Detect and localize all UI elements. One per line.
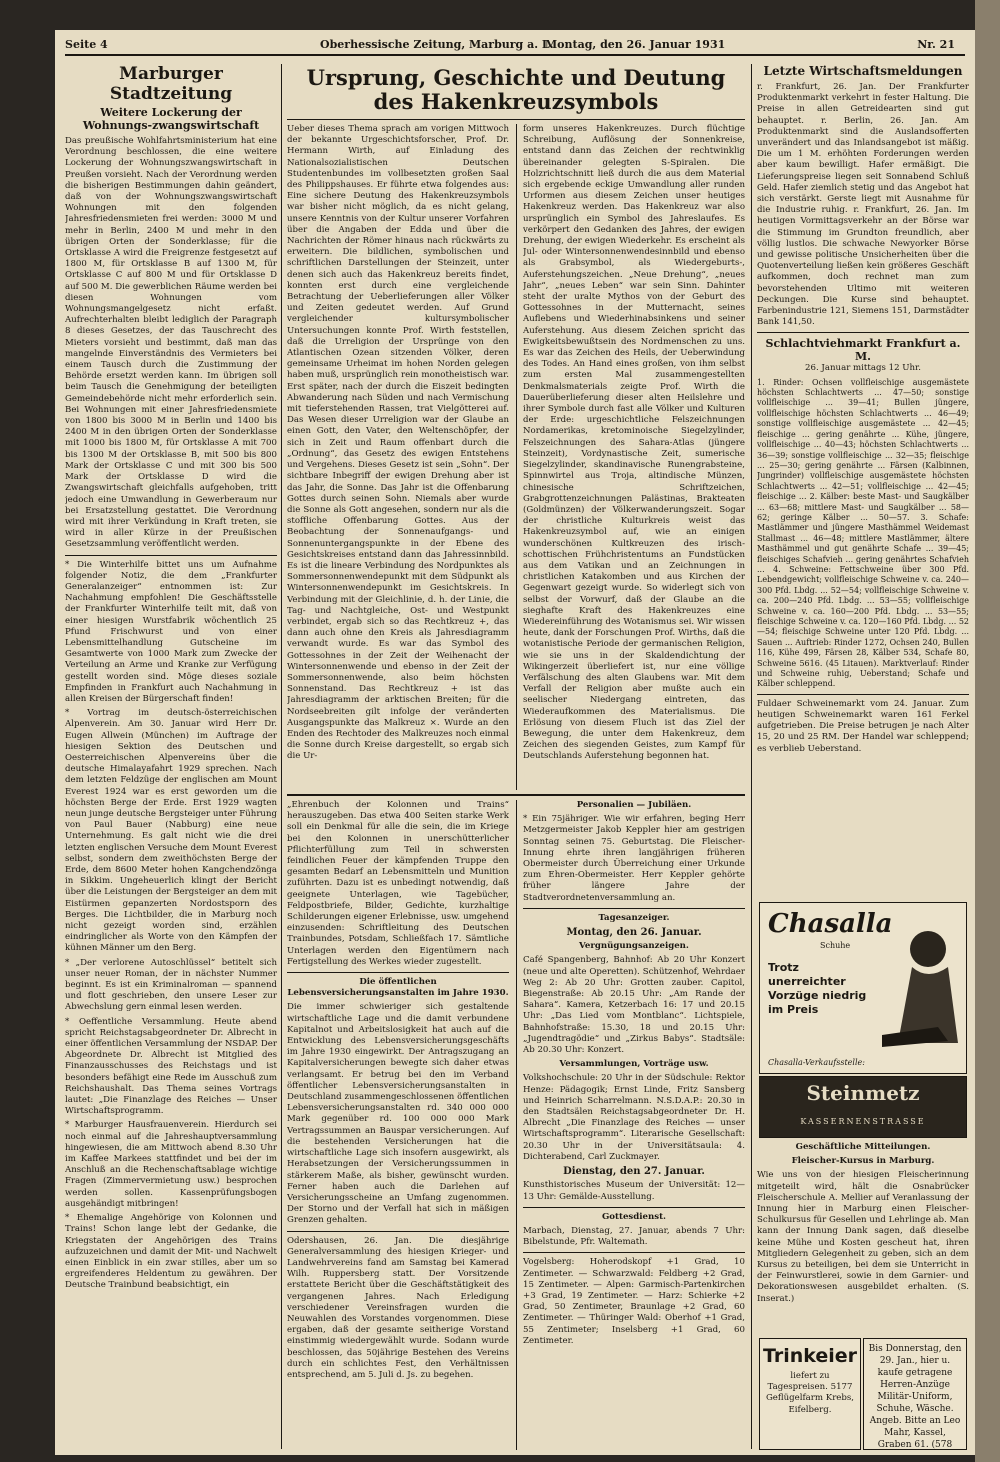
article-paragraph: * Marburger Hausfrauenverein. Hierdurch sei noch einmal auf die Jahreshauptversammlung hingewiesen, die am Mittwoch abend 8.30 Uhr im Kaffee Markees stattfindet und bei der im Anschluß an die Rechenschaftsablage wichtige Fragen (Zimmervermietung usw.) besprochen werden sollen. Kassenprüfungsbogen ausgehändigt mitbringen! xyxy=(65,1120,277,1209)
divider xyxy=(287,972,509,973)
ad-brand-sub: Schuhe xyxy=(820,941,851,950)
trinkeier-ad xyxy=(759,1338,861,1450)
scan-edge xyxy=(975,0,1000,1462)
insurance-article: Die immer schwieriger sich gestaltende wirtschaftliche Lage und die damit verbundene Kapitalnot und Arbeitslosigkeit hat auch auf die Entwicklung des Lebensversicherungsgeschäfts im Jahre 1930 eingewirkt. Der Antragszugang an Kapitalversicherungen bewegte sich daher etwas verlangsamt. Er betrug bei den im Verband öffentlicher Lebensversicherungsanstalten in Deutschland zusammengeschlossenen öffentlichen Lebensversicherungsanstalten rd. 340 000 000 Mark gegenüber rd. 100 000 000 Mark Vertragssummen an Bauspar versicherungen. Auf die bestehenden Versicherungen hat die wirtschaftliche Lage sich insofern ausgewirkt, als Herabsetzungen der Versicherungssummen in stärkerem Maße, als bisher, gewünscht wurden. Ferner haben auch die Darlehen auf Versicherungsscheine an Umfang zugenommen. Der Storno und der Verfall hat sich in mäßigen Grenzen gehalten. xyxy=(287,1002,509,1226)
market-prices: 1. Rinder: Ochsen vollfleischige ausgemästete höchsten Schlachtwerts ... 47—50; sonstige vollfleischige ... 39—41; Bullen jüngere, vollfleischige höchsten Schlachtwerts ... 46—49; sonstige vollfleischige ausgemästete ... 42—45; fleischige ... gering genährte ... Kühe, jüngere, vollfleischige ... 40—43; höchsten Schlachtwerts ... 36—39; sonstige vollfleischige ... 32—35; fleischige ... 25—30; gering genährte ... Färsen (Kalbinnen, Jungrinder) vollfleischige ausgemästete höchsten Schlachtwerts ... 42—51; vollfleischige ... 42—45; fleischige ... 2. Kälber: beste Mast- und Saugkälber ... 63—68; mittlere Mast- und Saugkälber ... 58—62; geringe Kälber ... 50—57. 3. Schafe: Mastlämmer und jüngere Masthämmel Weidemast Stallmast ... 46—48; mittlere Mastlämmer, ältere Masthämmel und gut genährte Schafe ... 39—45; fleischiges Schafvieh ... gering genährtes Schafvieh ... 4. Schweine: Fettschweine über 300 Pfd. Lebendgewicht; vollfleischige Schweine v. ca. 240—300 Pfd. Lbdg. ... 52—54; vollfleischige Schweine v. ca. 200—240 Pfd. Lbdg. ... 53—55; vollfleischige Schweine v. ca. 160—200 Pfd. Lbdg. ... 53—55; fleischige Schweine v. ca. 120—160 Pfd. Lbdg. ... 52—54; fleischige Schweine unter 120 Pfd. Lbdg. ... Sauen ... Auftrieb: Rinder 1272, Ochsen 240, Bullen 116, Kühe 499, Färsen 28, Kälber 534, Schafe 80, Schweine 5616. (45 Litauen). Marktverlauf: Rinder und Schweine ruhig, Ueberstand; Schafe und Kälber schleppend. xyxy=(757,377,969,689)
masthead: Oberhessische Zeitung, Marburg a. L. xyxy=(320,38,554,51)
feature-text: form unseres Hakenkreuzes. Durch flüchtige Schreibung, Auflösung der Sonnenkreise, entstand dann das Zeichen der rechtwinklig übereinander gelegten S-Spiralen. Die Holzrichtschnitt ließ durch die aus dem Material sich ergebende eckige Umwandlung aller runden Urformen aus diesem Zeichen unser heutiges Hakenkreuz werden. Das Hakenkreuz war also ursprünglich ein Symbol des Jahreslaufes. Es verkörpert den Gedanken des Jahres, der ewigen Drehung, der ewigen Wiederkehr. Es erscheint als Jul- oder Wintersonnenwendesinnbild und ebenso als Grabsymbol, als Wiedergeburts-, Auferstehungszeichen. „Neue Drehung“, „neues Jahr“, „neues Leben“ war sein Sinn. Dahinter steht der uralte Mythos von der Geburt des Gottessohnes in der Mutternacht, seines Auflebens und Wiederhinabsinkens und seiner Auferstehung. Aus diesem Zeichen spricht das Ewigkeitsbewußtsein des Nordmenschen zu uns. Es war das Zeichen des Heils, der Ueberwindung des Todes. An Hand eines großen, von ihm selbst zum ersten Mal zusammengestellten Denkmalsmaterials zeigte Prof. Wirth die Dauerüberlieferung dieser alten Heilslehre und ihrer Symbole durch fast alle Völker und Kulturen der Erde: urgeschichtliche Felszeichnungen Nordamerikas, kretominoische Siegelzylinder, Felszeichnungen des Sahara-Atlas (jüngere Steinzeit), Vordynastische Zeit, sumerische Siegelzylinder, skandinavische Runengrabsteine, Spinnwirtel aus Troja, altindische Münzen, chinesische Schriftzeichen, Grabgrottenzeichnungen Palästinas, Brakteaten (Goldmünzen) der Völkerwanderungszeit. Sogar der christliche Kulturkreis weist das Hakenkreuzsymbol auf, wie an einigen wunderschönen Kultkreuzen des irisch-schottischen Frühchristentums an Fundstücken aus dem Vatikan und an Zeichnungen in christlichen Katakomben und aus Kirchen der Gegenwart gezeigt wurde. So widerlegt sich von selbst der Vorwurf, daß der Glaube an die sieghafte Kraft des Hakenkreuzes eine Wiedereinführung des Wotanismus sei. Wir wissen heute, dank der Forschungen Prof. Wirths, daß die wotanistische Periode der germanischen Religion, wie sie uns in der Skaldendichtung der Wikingerzeit überliefert ist, nur eine völlige Verfälschung des alten Glaubens war. Mit dem Verfall der Religion aber mußte auch ein seelischer Niedergang eintreten, das Wiederaufkommen des Materialismus. Die Erlösung von diesem Fluch ist das Ziel der Bewegung, die unter dem Hakenkreuz, dem Zeichen des siegenden Geistes, zum Kampf für Deutschlands Auferstehung begonnen hat. xyxy=(523,124,745,762)
lower-column-2 xyxy=(523,800,745,1450)
economy-text: r. Frankfurt, 26. Jan. Der Frankfurter Produktenmarkt verkehrt in fester Haltung. Die Preise in allen Getreidearten sind gut behauptet. r. Berlin, 26. Jan. Am Produktenmarkt sind die Auslandsofferten unverändert und das Inlandsangebot ist mäßig. Die um 1 M. erhöhten Forderungen werden aber kaum bewilligt. Hafer ermäßigt. Die Lieferungspreise liegen seit Sonnabend Schluß Geld. Hafer ziemlich stetig und das Angebot hat sich verstärkt. Gerste liegt mit Ausnahme für die Industrie ruhig. r. Frankfurt, 26. Jan. Im heutigen Vormittagsverkehr an der Börse war die Stimmung im Grundton freundlich, aber völlig lustlos. Die schwache Newyorker Börse und gewisse politische Unsicherheiten über die Quotenverteilung ließen kein größeres Geschäft aufkommen, doch rechnet man zum bevorstehenden Ultimo mit weiteren Deckungen. Die Kurse sind behauptet. Farbenindustrie 121, Siemens 151, Darmstädter Bank 141,50. xyxy=(757,82,969,328)
divider xyxy=(523,908,745,909)
calendar-text: Marbach, Dienstag, 27. Januar, abends 7 Uhr: Bibelstunde, Pfr. Waltemath. xyxy=(523,1225,745,1248)
market-title: Schlachtviehmarkt Frankfurt a. M. xyxy=(765,337,961,364)
ad-brand: Steinmetz xyxy=(806,1081,920,1105)
calendar-date: Montag, den 26. Januar. xyxy=(566,927,702,939)
lady-illustration-icon xyxy=(878,923,964,1053)
personal-title: Personalien — Jubiläen. xyxy=(576,800,692,810)
lower-column-1 xyxy=(287,800,509,1450)
newspaper-page xyxy=(55,30,975,1455)
column-divider xyxy=(751,64,752,1449)
issue-date: Montag, den 26. Januar 1931 xyxy=(545,38,726,51)
fulda-market: Fuldaer Schweinemarkt vom 24. Januar. Zum heutigen Schweinemarkt waren 161 Ferkel aufgetrieben. Die Preise betrugen je nach Alter 15, 20 und 25 RM. Der Handel war schleppend; es verblieb Ueberstand. xyxy=(757,698,969,754)
divider xyxy=(287,794,745,796)
divider xyxy=(65,555,277,556)
feature-column-2 xyxy=(523,124,745,790)
ad-slogan: Trotz unerreichter Vorzüge niedrig im Preis xyxy=(768,961,867,1016)
feature-column-1 xyxy=(287,124,509,790)
article-headline: Weitere Lockerung der Wohnungs-zwangswirtschaft xyxy=(82,106,260,132)
ad-brand: Trinkeier xyxy=(762,1345,858,1367)
article-paragraph: * Die Winterhilfe bittet uns um Aufnahme folgender Notiz, die dem „Frankfurter Generalanzeiger“ entnommen ist: Zur Nachahmung empfohlen! Die Geschäftsstelle der Frankfurter Winterhilfe teilt mit, daß von einer hiesigen Wurstfabrik wöchentlich 25 Pfund Frischwurst und von einer Lebensmittelhandlung Gutscheine im Gesamtwerte von 1000 Mark zum Zwecke der Verteilung an Arme und Kranke zur Verfügung gestellt worden sind. Möge dieses soziale Empfinden in Frankfurt auch Nachahmung in allen Kreisen der Bürgerschaft finden! xyxy=(65,559,277,704)
divider xyxy=(523,1252,745,1253)
section-title: Marburger Stadtzeitung xyxy=(109,64,233,104)
steinmetz-ad xyxy=(759,1076,967,1138)
divider xyxy=(287,119,745,120)
calendar-text: Café Spangenberg, Bahnhof: Ab 20 Uhr Konzert (neue und alte Operetten). Schützenhof, Wehrdaer Weg 2: Ab 20 Uhr: Grotten zauber. Capitol, Biegenstraße: Ab 20.15 Uhr: „Am Rande der Sahara“. Kamera, Ketzerbach 16: 17 und 20.15 Uhr: „Das Lied vom Montblanc“. Lichtspiele, Bahnhofstraße: 15.30, 18 und 20.15 Uhr: „Jugendtragödie“ und „Zirkus Babys“. Stadtsäle: Ab 20.30 Uhr: Konzert. xyxy=(523,955,745,1056)
economy-column xyxy=(757,64,969,804)
column-divider xyxy=(516,124,517,790)
insurance-title: Die öffentlichen Lebensversicherungsanstalten im Jahre 1930. xyxy=(287,977,509,999)
feature-headline: Ursprung, Geschichte und Deutung des Hakenkreuzsymbols xyxy=(306,66,726,114)
feature-headline-box xyxy=(287,66,745,116)
calendar-title: Tagesanzeiger. xyxy=(598,912,670,923)
calendar-heading: Gottesdienst. xyxy=(601,1211,667,1222)
ad-text: Bis Donnerstag, den 29. Jan., hier u. kaufe getragene Herren-Anzüge Militär-Uniform, Schuhe, Wäsche. Angeb. Bitte an Leo Mahr, Kassel, Graben 61. (578 xyxy=(868,1344,962,1450)
market-subtitle: 26. Januar mittags 12 Uhr. xyxy=(805,363,921,374)
section-title: Letzte Wirtschaftsmeldungen xyxy=(763,64,963,78)
divider xyxy=(757,332,969,333)
page-number: Seite 4 xyxy=(65,38,108,51)
notice-title: Geschäftliche Mitteilungen. xyxy=(795,1142,931,1152)
ad-street: KASSERNENSTRASSE xyxy=(800,1117,926,1126)
snow-report: Vogelsberg: Hoherodskopf +1 Grad, 10 Zentimeter. — Schwarzwald: Feldberg +2 Grad, 15 Zentimeter. — Alpen: Garmisch-Partenkirchen +3 Grad, 19 Zentimeter. — Harz: Schierke +2 Grad, 50 Zentimeter, Braunlage +2 Grad, 60 Zentimeter. — Thüringer Wald: Oberhof +1 Grad, 55 Zentimeter; Inselsberg +1 Grad, 60 Zentimeter. xyxy=(523,1257,745,1346)
herren-anzuege-ad xyxy=(863,1338,967,1450)
calendar-heading: Versammlungen, Vorträge usw. xyxy=(559,1059,709,1070)
page-header xyxy=(65,34,965,56)
column-divider xyxy=(281,64,282,1449)
article-paragraph: * Ehemalige Angehörige von Kolonnen und Trains! Schon lange lebt der Gedanke, die Kriegstaten der Angehörigen des Trains aufzuzeichnen und damit der Mit- und Nachwelt einen Einblick in ein zwar stilles, aber um so ergreifenderes Heldentum zu gewähren. Der Deutsche Trainbund beabsichtigt, ein xyxy=(65,1213,277,1291)
article-paragraph: * Oeffentliche Versammlung. Heute abend spricht Reichstagsabgeordneter Dr. Albrecht in einer öffentlichen Versammlung der NSDAP. Der Abgeordnete Dr. Albrecht ist Mitglied des Finanzausschusses des Reichstags und ist besonders befähigt eine Rede im Ausschuß zum Reichshaushalt. Das Thema seines Vortrags lautet: „Die Finanzlage des Reiches — Unser Wirtschaftsprogramm. xyxy=(65,1016,277,1117)
notice-text: Wie uns von der hiesigen Fleischerinnung mitgeteilt wird, hält die Osnabrücker Fleischerschule A. Mellier auf Veranlassung der Innung hier in Marburg einen Fleischer-Schulkursus für Gesellen und Lehrlinge ab. Man kann der Innung Dank sagen, daß dieselbe keine Mühe und Kosten gescheut hat, ihren Mitgliedern Gelegenheit zu geben, sich an dem Kursus zu beteiligen, bei dem sie Unterricht in der Feinwurstlerei, sowie in dem Garnier- und Dekorationswesen ausgebildet erhalten. (S. Inserat.) xyxy=(757,1170,969,1304)
chasalla-ad xyxy=(759,902,967,1074)
notice-subtitle: Fleischer-Kursus in Marburg. xyxy=(791,1156,935,1167)
odershausen-article: Odershausen, 26. Jan. Die diesjährige Generalversammlung des hiesigen Krieger- und Landwehrvereins fand am Samstag bei Kamerad Wilh. Ruppersberg statt. Der Vorsitzende erstattete Bericht über die Geschäftstätigkeit des vergangenen Jahres. Nach Erledigung verschiedener Vereinsfragen wurden die Neuwahlen des Vorstandes vorgenommen. Diese ergaben, daß der gesamte seitherige Vorstand einstimmig wiedergewählt wurde. Sodann wurde beschlossen, das 50jährige Bestehen des Vereins durch ein schlichtes Fest, den Verhältnissen entsprechend, am 5. Juli d. Js. zu begehen. xyxy=(287,1235,509,1380)
calendar-date: Dienstag, den 27. Januar. xyxy=(563,1166,705,1178)
article-paragraph: * „Der verlorene Autoschlüssel“ betitelt sich unser neuer Roman, der in nächster Nummer beginnt. Es ist ein Kriminalroman — spannend und flott geschrieben, den unsere Leser zur Abwechslung gern einmal lesen werden. xyxy=(65,957,277,1013)
ad-brand: Chasalla xyxy=(768,909,893,939)
ad-footer: Chasalla-Verkaufsstelle: xyxy=(768,1058,865,1067)
calendar-heading: Vergnügungsanzeigen. xyxy=(579,941,689,952)
divider xyxy=(523,1207,745,1208)
personal-article: * Ein 75jähriger. Wie wir erfahren, beging Herr Metzgermeister Jakob Keppler hier am gestrigen Sonntag seinen 75. Geburtstag. Die Fleischer-Innung ehrte ihren langjährigen früheren Obermeister durch Überreichung einer Urkunde zum Ehren-Obermeister. Herr Keppler gehörte früher längere Jahre der Stadtverordnetenversammlung an. xyxy=(523,814,745,903)
column-divider xyxy=(516,800,517,1450)
business-notice xyxy=(757,1142,969,1332)
feature-text: Ueber dieses Thema sprach am vorigen Mittwoch der bekannte Urgeschichtsforscher, Prof. Dr. Hermann Wirth, auf Einladung des Nationalsozialistischen Deutschen Studentenbundes im vollbesetzten großen Saal des Philippshauses. Er führte etwa folgendes aus: Eine sichere Deutung des Hakenkreuzsymbols war bisher nicht möglich, da es nicht gelang, unsere Kenntnis von der Kultur unserer Vorfahren über die Angaben der Edda und über die Nachrichten der Römer hinaus nach rückwärts zu erweitern. Die bildlichen, symbolischen und schriftlichen Darstellungen der Steinzeit, unter denen sich auch das Hakenkreuz bereits findet, konnten erst durch eine vergleichende Betrachtung der Ueberlieferungen aller Völker und Zeiten gedeutet werden. Auf Grund vergleichender kultursymbolischer Untersuchungen konnte Prof. Wirth feststellen, daß die Urreligion der Ursprünge von den Atlantischen Ozean sitzenden Völker, deren gemeinsame Urheimat im hohen Norden gelegen haben muß, ursprünglich rein monotheistisch war. Erst später, nach der durch die Eiszeit bedingten Abwanderung nach Süden und nach Vermischung mit tieferstehenden Rassen, trat Vielgötterei auf. Das Wesen dieser Urreligion war der Glaube an einen Gott, den Vater, den Weltenschöpfer, der sich in Zeit und Raum offenbart durch die „Ordnung“, das Gesetz des ewigen Entstehens und Vergehens. Dieses Gesetz ist sein „Sohn“. Der sichtbare Inbegriff der ewigen Drehung aber ist das Jahr, die Sonne. Das Jahr ist die Offenbarung Gottes durch seinen Sohn. Niemals aber wurde die Sonne als Gott angesehen, sondern nur als die stoffliche Offenbarung Gottes. Aus der Beobachtung der Sonnenaufgangs- und Sonnenuntergangspunkte in der Ebene des Gesichtskreises entstand dann das Jahressinnbild. Es ist die lineare Verbindung des Nordpunktes als Sommersonnenwendepunkt mit dem Südpunkt als Wintersonnenwendepunkt im Gesichtskreis. In Verbindung mit der Gleichlinie, d. h. der Linie, die Tag- und Nachtgleiche, Ost- und Westpunkt verbindet, ergab sich so das Rechtkreuz +, das dann auch ohne den Kreis als Jahresdiagramm verwandt wurde. Es war das Symbol des Gottessohnes in der Zeit der Weihenacht der Wintersonnenwende und ebenso in der Zeit der Sommersonnenwende, also beim höchsten Sonnenstand. Das Rechtkreuz + ist das Jahresdiagramm der arktischen Breiten; für die Nordseebreiten gilt infolge der veränderten Ausgangspunkte das Malkreuz ×. Wurde an den Enden des Rechtoder des Malkreuzes noch einmal die Sonne durch Kreise dargestellt, so ergab sich die Ur- xyxy=(287,124,509,762)
article-paragraph: Das preußische Wohlfahrtsministerium hat eine Verordnung beschlossen, die eine weitere Lockerung der Wohnungszwangswirtschaft in Preußen vorsieht. Nach der Verordnung werden die bisherigen Bestimmungen dahin geändert, daß von der Wohnungszwangswirtschaft Wohnungen mit den folgenden Jahresfriedensmieten frei werden: 3000 M und mehr in Berlin, 2400 M und mehr in den übrigen Orten der Sonderklasse; für die Ortsklasse A wird die Freigrenze festgesetzt auf 1800 M, für Ortsklasse B auf 1300 M, für Ortsklasse C auf 800 M und für Ortsklasse D auf 500 M. Die gewerblichen Räume werden bei diesen Wohnungen vom Wohnungsmangelgesetz nicht erfaßt. Aufrechterhalten bleibt lediglich der Paragraph 8 dieses Gesetzes, der das Tauschrecht des Mieters vorsieht und bestimmt, daß man das mangelnde Einverständnis des Vermieters bei einem Tausch durch die Zustimmung der Behörde ersetzt werden kann. Im übrigen soll beim Tausch die Genehmigung der beteiligten Gemeindebehörde nicht mehr erforderlich sein. Bei Wohnungen mit einer Jahresfriedensmiete von 1800 bis 3000 M in Berlin und 1400 bis 2400 M in den übrigen Orten der Sonderklasse mit 1000 bis 1800 M, für Ortsklasse A mit 700 bis 1300 M der Ortsklasse B, mit 500 bis 800 Mark der Ortsklasse C und mit 300 bis 500 Mark der Ortsklasse D wird die Zwangswirtschaft gleichfalls aufgehoben, tritt jedoch eine Umwandlung in Gewerberaum nur bei Ersatzstellung gestattet. Die Verordnung wird mit ihrer Verkündung in Kraft treten, sie wird in aller Kürze in der Preußischen Gesetzsammlung veröffentlicht werden. xyxy=(65,136,277,550)
local-news-column xyxy=(65,64,277,1449)
article-paragraph: * Vortrag im deutsch-österreichischen Alpenverein. Am 30. Januar wird Herr Dr. Eugen Allwein (München) im Auftrage der hiesigen Sektion des Deutschen und Oesterreichischen Alpenvereins über die deutsche Himalayafahrt 1929 sprechen. Nach dem letzten Feldzüge der englischen am Mount Everest 1924 war es erst geworden um die höchsten Berge der Erde. Erst 1929 wagten neun junge deutsche Bergsteiger unter Führung von Paul Bauer (Nabburg) eine neue Unternehmung. Es galt nicht wie die drei letzten englischen Versuche dem Mount Everest selbst, sondern dem zweithöchsten Berge der Erde, dem 8600 Meter hohen Kangchendzönga in Sikkim. Ungeheuerlich klingt der Bericht über die Leistungen der Bergsteiger an dem mit Eistürmen gepanzerten Nordostsporn des Berges. Die Lichtbilder, die in Marburg noch nicht gezeigt worden sind, erzählen eindringlicher als Worte von den Kämpfen der kühnen Männer um den Berg. xyxy=(65,708,277,954)
divider xyxy=(287,1231,509,1232)
issue-number: Nr. 21 xyxy=(917,38,955,51)
calendar-text: Kunsthistorisches Museum der Universität: 12—13 Uhr: Gemälde-Ausstellung. xyxy=(523,1180,745,1202)
calendar-text: Volkshochschule: 20 Uhr in der Südschule: Rektor Henze: Pädagogik; Ernst Linde, Fritz Sansberg und Heinrich Scharrelmann. N.S.D.A.P.: 20.30 in den Stadtsälen Reichstagsabgeordneter Dr. H. Albrecht „Die Finanzlage des Reiches — unser Wirtschaftsprogramm“. Literarische Gesellschaft: 20.30 Uhr in der Universitätsaula: 4. Dichterabend, Carl Zuckmayer. xyxy=(523,1073,745,1162)
trains-article: „Ehrenbuch der Kolonnen und Trains“ herauszugeben. Das etwa 400 Seiten starke Werk soll ein Denkmal für alle die sein, die im Kriege bei den Kolonnen in unerschütterlicher Pflichterfüllung zum Teil in schwersten feindlichen Feuer der kämpfenden Truppe den gesamten Bedarf an Lebensmitteln und Munition zuführten. Dazu ist es unbedingt notwendig, daß geeignete Unterlagen, wie Tagebücher, Feldpostbriefe, Bilder, Gedichte, kurzhaltige Schilderungen eigener Erlebnisse, usw. umgehend einzusenden: Schriftleitung des Deutschen Trainbundes, Potsdam, Schließfach 17. Sämtliche Unterlagen werden den Eigentümern nach Fertigstellung des Werkes wieder zugestellt. xyxy=(287,800,509,967)
ad-text: liefert zu Tagespreisen. 5177 Geflügelfarm Krebs, Eifelberg. xyxy=(765,1371,855,1415)
divider xyxy=(757,694,969,695)
